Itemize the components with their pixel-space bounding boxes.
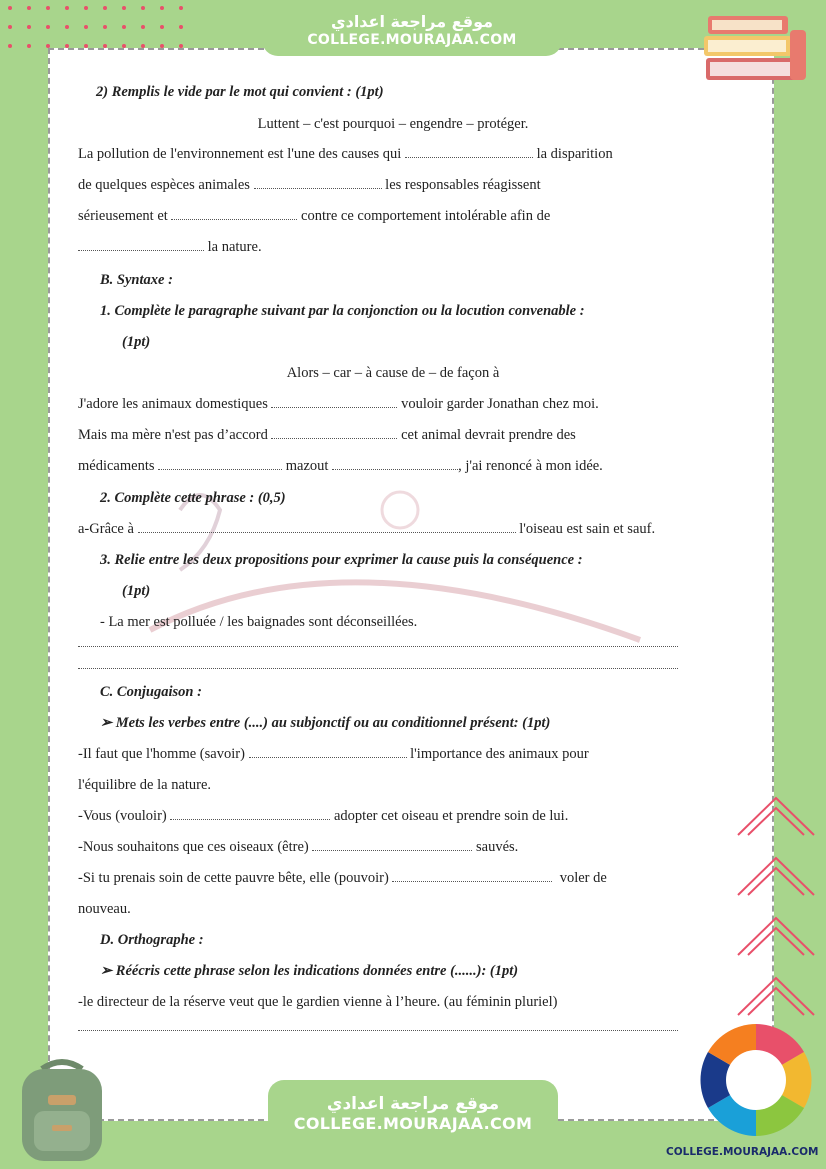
q2-title: 2) Remplis le vide par le mot qui convient : (1pt) (96, 84, 384, 100)
b1-title: 1. Complète le paragraphe suivant par la conjonction ou la locution convenable : (100, 303, 585, 319)
decorative-dot (8, 44, 12, 48)
books-icon (700, 10, 812, 90)
header-arabic-title: موقع مراجعة اعدادي (330, 12, 494, 31)
b1-line-2 (78, 427, 576, 444)
d-sentence: -le directeur de la réserve veut que le gardien vienne à l’heure. (au féminin pluriel) (78, 994, 558, 1010)
blank-field[interactable] (332, 468, 458, 470)
header-url[interactable]: COLLEGE.MOURAJAA.COM (307, 32, 517, 48)
decorative-dot (8, 6, 12, 10)
decorative-dot (141, 25, 145, 29)
c-line-5 (78, 870, 607, 887)
b3-points: (1pt) (122, 583, 151, 599)
decorative-dot (8, 25, 12, 29)
section-b-title: B. Syntaxe : (100, 272, 173, 288)
decorative-dot (179, 6, 183, 10)
answer-line[interactable] (78, 646, 678, 647)
decorative-dot (103, 6, 107, 10)
decorative-dot (160, 6, 164, 10)
q2-line-2-start: de quelques espèces animales (78, 177, 250, 193)
c-line-1-end: l'importance des animaux pour (410, 746, 589, 762)
decorative-dot (65, 6, 69, 10)
answer-line[interactable] (78, 668, 678, 669)
c-line-3-start: -Vous (vouloir) (78, 808, 167, 824)
decorative-dot (84, 25, 88, 29)
blank-field[interactable] (170, 818, 330, 820)
blank-field[interactable] (271, 437, 397, 439)
decorative-dot (27, 25, 31, 29)
q2-line-3 (78, 208, 550, 225)
q2-line-3-end: contre ce comportement intolérable afin de (301, 208, 551, 224)
q2-word-bank: Luttent – c'est pourquoi – engendre – protéger. (257, 116, 529, 132)
decorative-dot (27, 6, 31, 10)
decorative-dot (141, 6, 145, 10)
blank-field[interactable] (271, 406, 397, 408)
chevrons-decoration (736, 790, 816, 1030)
blank-field[interactable] (405, 156, 533, 158)
q2-line-4 (78, 239, 262, 256)
q2-line-2-end: les responsables réagissent (385, 177, 541, 193)
decorative-dot (103, 25, 107, 29)
blank-field[interactable] (249, 756, 407, 758)
q2-line-1 (78, 146, 613, 163)
c-line-2: l'équilibre de la nature. (78, 777, 212, 793)
blank-field[interactable] (254, 187, 382, 189)
b1-line-2-end: cet animal devrait prendre des (401, 427, 576, 443)
school-logo-icon (694, 1020, 818, 1138)
section-d-title: D. Orthographe : (100, 932, 204, 948)
section-c-title: C. Conjugaison : (100, 684, 202, 700)
decorative-dot (84, 6, 88, 10)
q2-line-3-start: sérieusement et (78, 208, 168, 224)
c-line-5-end: voler de (559, 870, 607, 886)
c-line-3 (78, 808, 568, 825)
answer-line[interactable] (78, 1030, 678, 1031)
b1-line-3-start: médicaments (78, 458, 155, 474)
c-line-4-start: -Nous souhaitons que ces oiseaux (être) (78, 839, 309, 855)
b1-line-3-end: , j'ai renoncé à mon idée. (458, 458, 603, 474)
b1-line-3 (78, 458, 603, 475)
b3-item: - La mer est polluée / les baignades sont déconseillées. (100, 614, 418, 630)
q2-line-4-end: la nature. (207, 239, 262, 255)
b1-line-3-mid: mazout (285, 458, 329, 474)
footer-arabic-title: موقع مراجعة اعدادي (326, 1094, 500, 1114)
blank-field[interactable] (78, 249, 204, 251)
footer-url[interactable]: COLLEGE.MOURAJAA.COM (293, 1114, 533, 1133)
blank-field[interactable] (138, 531, 516, 533)
c-line-6: nouveau. (78, 901, 131, 917)
c-line-1-start: -Il faut que l'homme (savoir) (78, 746, 245, 762)
c-line-1 (78, 746, 589, 763)
q2-line-1-end: la disparition (536, 146, 613, 162)
b3-title: 3. Relie entre les deux propositions pour exprimer la cause puis la conséquence : (100, 552, 583, 568)
b2-line (78, 521, 655, 538)
footer-logo-text: COLLEGE.MOURAJAA.COM (666, 1146, 819, 1158)
c-line-4-end: sauvés. (475, 839, 519, 855)
c-line-5-start: -Si tu prenais soin de cette pauvre bête, elle (pouvoir) (78, 870, 389, 886)
blank-field[interactable] (171, 218, 297, 220)
backpack-icon (12, 1055, 112, 1165)
b1-line-2-start: Mais ma mère n'est pas d’accord (78, 427, 268, 443)
decorative-dot (65, 25, 69, 29)
b1-line-1-start: J'adore les animaux domestiques (78, 396, 268, 412)
decorative-dot (160, 25, 164, 29)
c-instruction: ➢ Mets les verbes entre (....) au subjonctif ou au conditionnel présent: (1pt) (100, 715, 551, 731)
header-badge[interactable] (262, 6, 562, 56)
decorative-dot (122, 6, 126, 10)
blank-field[interactable] (392, 880, 552, 882)
decorative-dot (122, 25, 126, 29)
b2-line-end: l'oiseau est sain et sauf. (519, 521, 656, 537)
c-line-3-end: adopter cet oiseau et prendre soin de lui. (334, 808, 569, 824)
decorative-dot (179, 25, 183, 29)
decorative-dot (46, 25, 50, 29)
b1-points: (1pt) (122, 334, 151, 350)
b1-line-1-end: vouloir garder Jonathan chez moi. (401, 396, 599, 412)
b1-word-bank: Alors – car – à cause de – de façon à (286, 365, 500, 381)
b1-line-1 (78, 396, 599, 413)
blank-field[interactable] (158, 468, 282, 470)
q2-line-2 (78, 177, 541, 194)
c-line-4 (78, 839, 518, 856)
b2-line-start: a-Grâce à (78, 521, 134, 537)
b2-title: 2. Complète cette phrase : (0,5) (100, 490, 286, 506)
footer-badge[interactable] (268, 1080, 558, 1152)
q2-line-1-start: La pollution de l'environnement est l'une des causes qui (78, 146, 402, 162)
blank-field[interactable] (312, 849, 472, 851)
d-instruction: ➢ Réécris cette phrase selon les indications données entre (......): (1pt) (100, 963, 519, 979)
decorative-dot (27, 44, 31, 48)
decorative-dot (46, 6, 50, 10)
